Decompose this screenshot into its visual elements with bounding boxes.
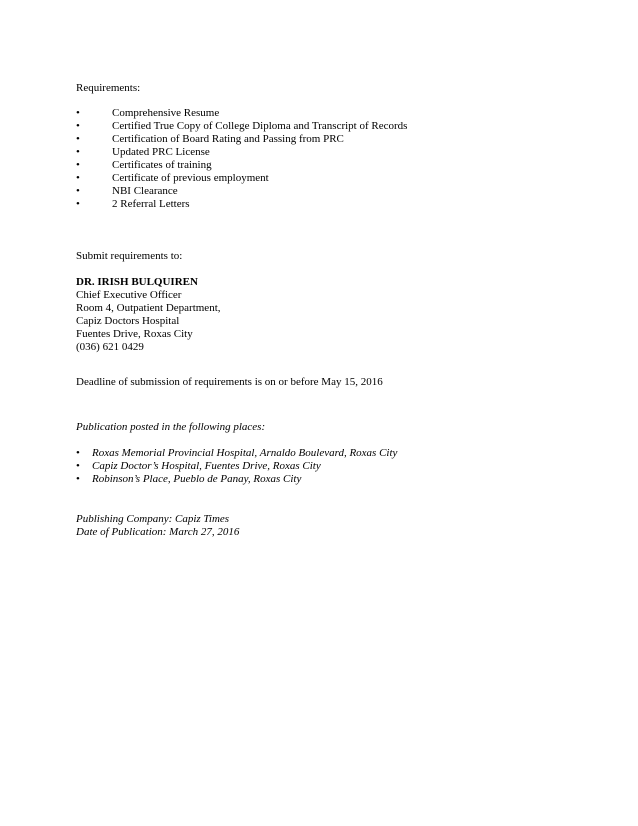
bullet-glyph: • — [76, 185, 80, 197]
publication-place: Roxas Memorial Provincial Hospital, Arnaldo Boulevard, Roxas City — [92, 447, 398, 459]
bullet-glyph: • — [76, 120, 80, 132]
requirement-item: NBI Clearance — [112, 185, 178, 197]
submit-heading: Submit requirements to: — [76, 250, 183, 262]
contact-hospital: Capiz Doctors Hospital — [76, 315, 180, 327]
publishing-company: Publishing Company: Capiz Times — [76, 513, 230, 525]
requirement-item: Comprehensive Resume — [112, 107, 220, 119]
publication-heading: Publication posted in the following places: — [76, 421, 266, 433]
requirement-item: Certificates of training — [112, 159, 212, 171]
bullet-glyph: • — [76, 133, 80, 145]
contact-street: Fuentes Drive, Roxas City — [76, 328, 193, 340]
bullet-glyph: • — [76, 198, 80, 210]
requirements-heading: Requirements: — [76, 82, 141, 94]
contact-name: DR. IRISH BULQUIREN — [76, 276, 198, 288]
bullet-glyph: • — [76, 447, 80, 459]
bullet-glyph: • — [76, 460, 80, 472]
requirement-item: Certification of Board Rating and Passing from PRC — [112, 133, 344, 145]
requirement-item: Certificate of previous employment — [112, 172, 269, 184]
contact-phone: (036) 621 0429 — [76, 341, 144, 353]
publication-date: Date of Publication: March 27, 2016 — [76, 526, 240, 538]
deadline-text: Deadline of submission of requirements is on or before May 15, 2016 — [76, 376, 383, 388]
bullet-glyph: • — [76, 159, 80, 171]
publication-place: Robinson’s Place, Pueblo de Panay, Roxas City — [92, 473, 302, 485]
bullet-glyph: • — [76, 146, 80, 158]
requirement-item: Updated PRC License — [112, 146, 210, 158]
contact-room: Room 4, Outpatient Department, — [76, 302, 221, 314]
requirement-item: Certified True Copy of College Diploma and Transcript of Records — [112, 120, 408, 132]
contact-title: Chief Executive Officer — [76, 289, 182, 301]
bullet-glyph: • — [76, 473, 80, 485]
bullet-glyph: • — [76, 172, 80, 184]
publication-place: Capiz Doctor’s Hospital, Fuentes Drive, Roxas City — [92, 460, 321, 472]
bullet-glyph: • — [76, 107, 80, 119]
requirement-item: 2 Referral Letters — [112, 198, 190, 210]
